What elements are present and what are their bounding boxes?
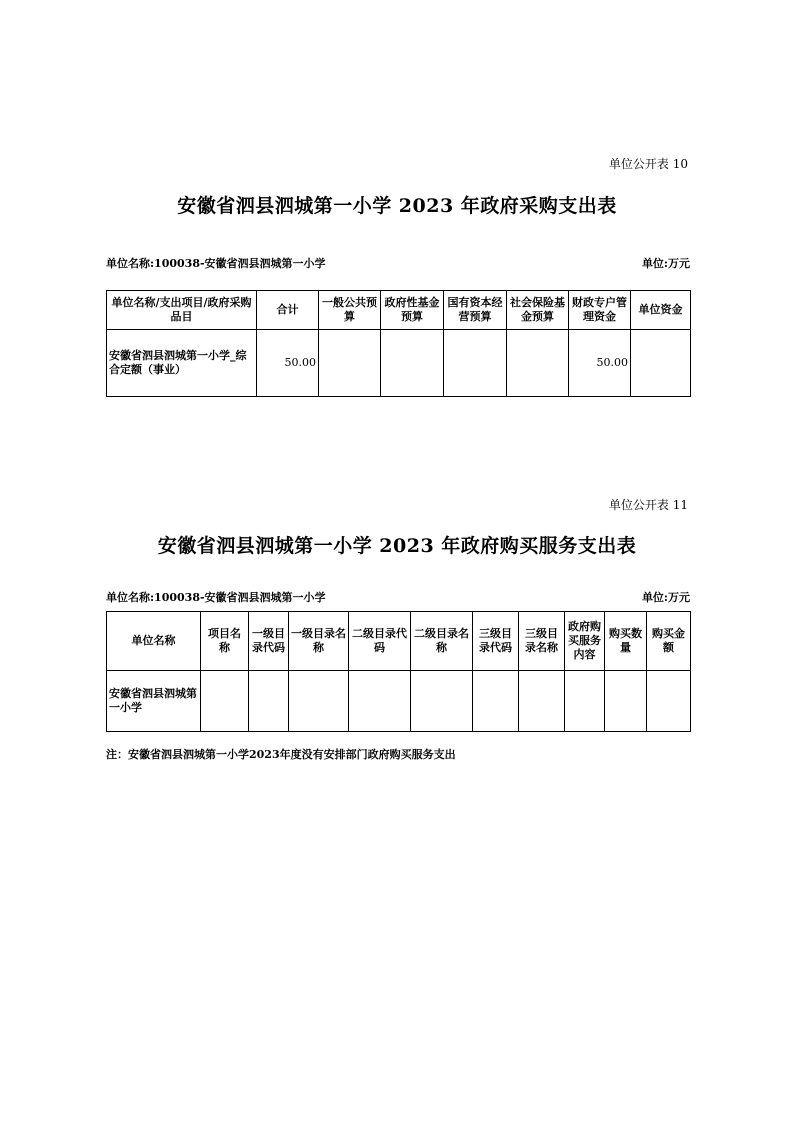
table-cell <box>411 671 473 732</box>
table-cell: 安徽省泗县泗城第一小学 <box>107 671 201 732</box>
table-cell <box>647 671 691 732</box>
column-header: 二级目录名称 <box>411 612 473 671</box>
unit-label: 单位:万元 <box>641 257 690 270</box>
table-cell <box>381 330 444 397</box>
table-cell <box>605 671 647 732</box>
page-title-service-purchase: 安徽省泗县泗城第一小学 2023 年政府购买服务支出表 <box>157 535 637 557</box>
column-header: 单位名称/支出项目/政府采购品目 <box>107 291 257 330</box>
table-cell <box>507 330 569 397</box>
column-header: 单位名称 <box>107 612 201 671</box>
table-row <box>107 330 691 397</box>
table-cell: 50.00 <box>257 330 319 397</box>
column-header: 政府购买服务内容 <box>565 612 605 671</box>
column-header: 社会保险基金预算 <box>507 291 569 330</box>
column-header: 三级目录名称 <box>519 612 565 671</box>
table-cell <box>473 671 519 732</box>
column-header: 三级目录代码 <box>473 612 519 671</box>
table-cell <box>631 330 691 397</box>
column-header: 购买金额 <box>647 612 691 671</box>
column-header: 购买数量 <box>605 612 647 671</box>
table-cell <box>519 671 565 732</box>
page-title-procurement: 安徽省泗县泗城第一小学 2023 年政府采购支出表 <box>177 195 617 217</box>
table-cell <box>349 671 411 732</box>
service-purchase-table <box>106 611 691 732</box>
form-number-10: 单位公开表 10 <box>608 157 688 171</box>
column-header: 财政专户管理资金 <box>569 291 631 330</box>
column-header: 合计 <box>257 291 319 330</box>
column-header: 国有资本经营预算 <box>444 291 507 330</box>
unit-name-label: 单位名称:100038-安徽省泗县泗城第一小学 <box>106 257 326 270</box>
procurement-expenditure-table <box>106 290 691 397</box>
table-cell: 50.00 <box>569 330 631 397</box>
unit-label: 单位:万元 <box>641 591 690 604</box>
table-note: 注：安徽省泗县泗城第一小学2023年度没有安排部门政府购买服务支出 <box>106 748 456 761</box>
column-header: 政府性基金预算 <box>381 291 444 330</box>
form-number-11: 单位公开表 11 <box>608 498 688 512</box>
column-header: 一般公共预算 <box>319 291 381 330</box>
table-row <box>107 671 691 732</box>
table-cell <box>319 330 381 397</box>
column-header: 一级目录代码 <box>249 612 289 671</box>
table-header-row <box>107 612 691 671</box>
column-header: 二级目录代码 <box>349 612 411 671</box>
table-cell <box>249 671 289 732</box>
column-header: 单位资金 <box>631 291 691 330</box>
table-cell: 安徽省泗县泗城第一小学_综合定额（事业） <box>107 330 257 397</box>
unit-name-label: 单位名称:100038-安徽省泗县泗城第一小学 <box>106 591 326 604</box>
table-cell <box>289 671 349 732</box>
column-header: 项目名称 <box>201 612 249 671</box>
table-header-row <box>107 291 691 330</box>
table-cell <box>201 671 249 732</box>
column-header: 一级目录名称 <box>289 612 349 671</box>
table-cell <box>565 671 605 732</box>
table-cell <box>444 330 507 397</box>
